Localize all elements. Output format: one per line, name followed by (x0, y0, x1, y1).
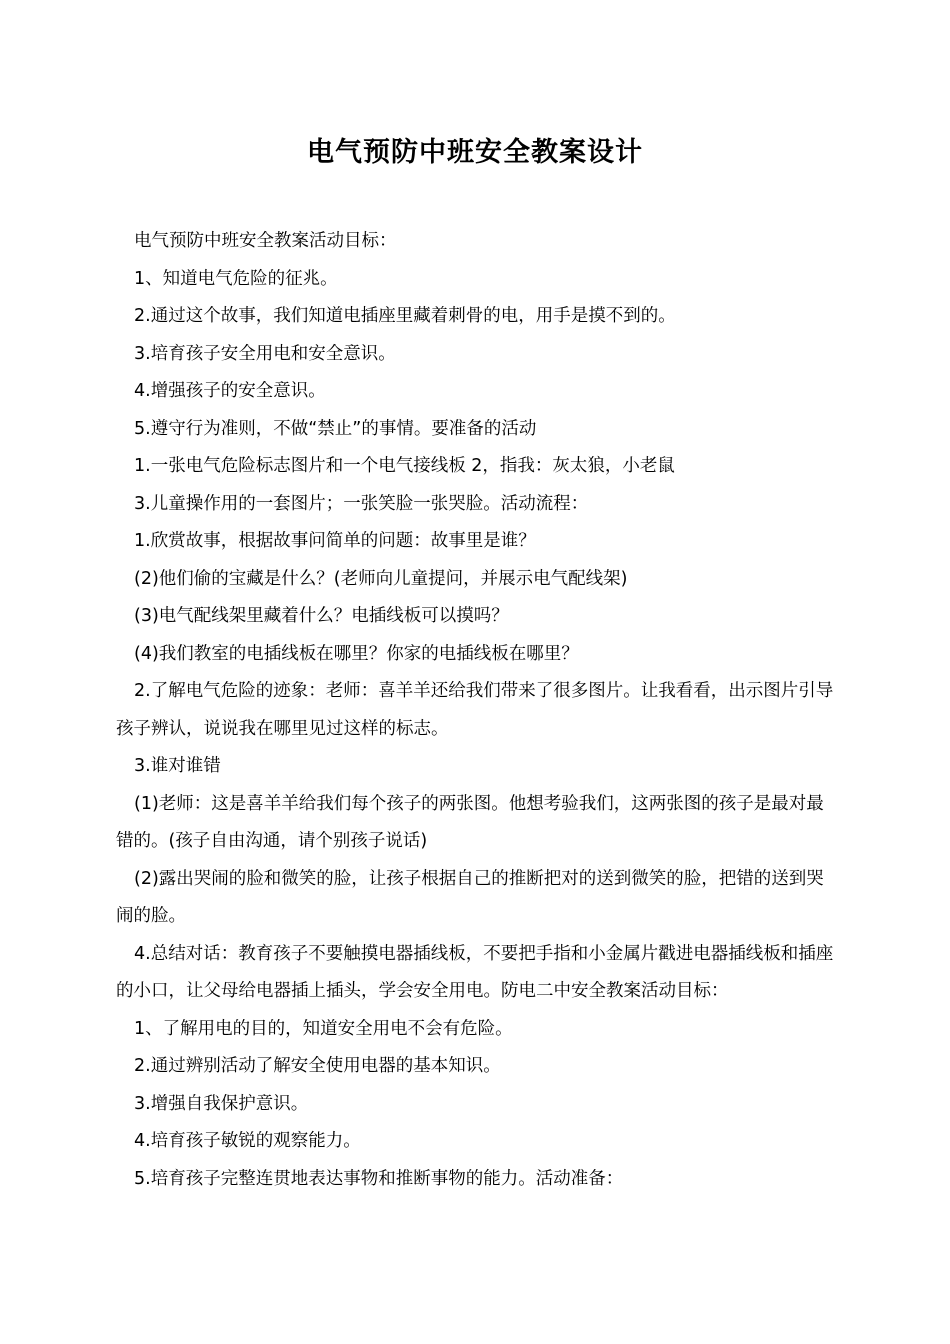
paragraph: 4.增强孩子的安全意识。 (134, 381, 326, 401)
paragraph: (2)他们偷的宝藏是什么？(老师向儿童提问，并展示电气配线架) (134, 568, 628, 589)
paragraph: 2.通过辨别活动了解安全使用电器的基本知识。 (134, 1056, 501, 1076)
paragraph: 3.谁对谁错 (134, 756, 221, 776)
paragraph: 2.通过这个故事，我们知道电插座里藏着刺骨的电，用手是摸不到的。 (134, 306, 676, 326)
paragraph: 1、知道电气危险的征兆。 (134, 268, 338, 289)
paragraph: (2)露出哭闹的脸和微笑的脸，让孩子根据自己的推断把对的送到微笑的脸，把错的送到哭闹的脸。 (116, 868, 824, 926)
paragraph: 3.增强自我保护意识。 (134, 1093, 309, 1114)
paragraph: 1.一张电气危险标志图片和一个电气接线板 2，指我：灰太狼，小老鼠 (134, 456, 675, 476)
paragraph: 4.培育孩子敏锐的观察能力。 (134, 1131, 361, 1151)
document-body (116, 223, 836, 1198)
paragraph: 1、了解用电的目的，知道安全用电不会有危险。 (134, 1018, 513, 1039)
paragraph: (3)电气配线架里藏着什么？电插线板可以摸吗？ (134, 606, 509, 626)
paragraph: 3.培育孩子安全用电和安全意识。 (134, 343, 396, 364)
document-title: 电气预防中班安全教案设计 (307, 137, 643, 168)
paragraph: 3.儿童操作用的一套图片；一张笑脸一张哭脸。活动流程： (134, 493, 589, 514)
paragraph: 5.培育孩子完整连贯地表达事物和推断事物的能力。活动准备： (134, 1168, 624, 1189)
paragraph: 4.总结对话：教育孩子不要触摸电器插线板，不要把手指和小金属片戳进电器插线板和插座的小口，让父母给电器插上插头，学会安全用电。防电二中安全教案活动目标： (116, 943, 834, 1001)
paragraph: 1.欣赏故事，根据故事问简单的问题：故事里是谁？ (134, 531, 536, 551)
paragraph: 2.了解电气危险的迹象：老师：喜羊羊还给我们带来了很多图片。让我看看，出示图片引导孩子辨认，说说我在哪里见过这样的标志。 (116, 681, 834, 739)
paragraph: (1)老师：这是喜羊羊给我们每个孩子的两张图。他想考验我们，这两张图的孩子是最对最错的。(孩子自由沟通，请个别孩子说话) (116, 793, 824, 851)
paragraph: (4)我们教室的电插线板在哪里？你家的电插线板在哪里？ (134, 643, 579, 664)
paragraph: 电气预防中班安全教案活动目标： (134, 231, 397, 251)
paragraph: 5.遵守行为准则，不做“禁止”的事情。要准备的活动 (134, 418, 537, 439)
